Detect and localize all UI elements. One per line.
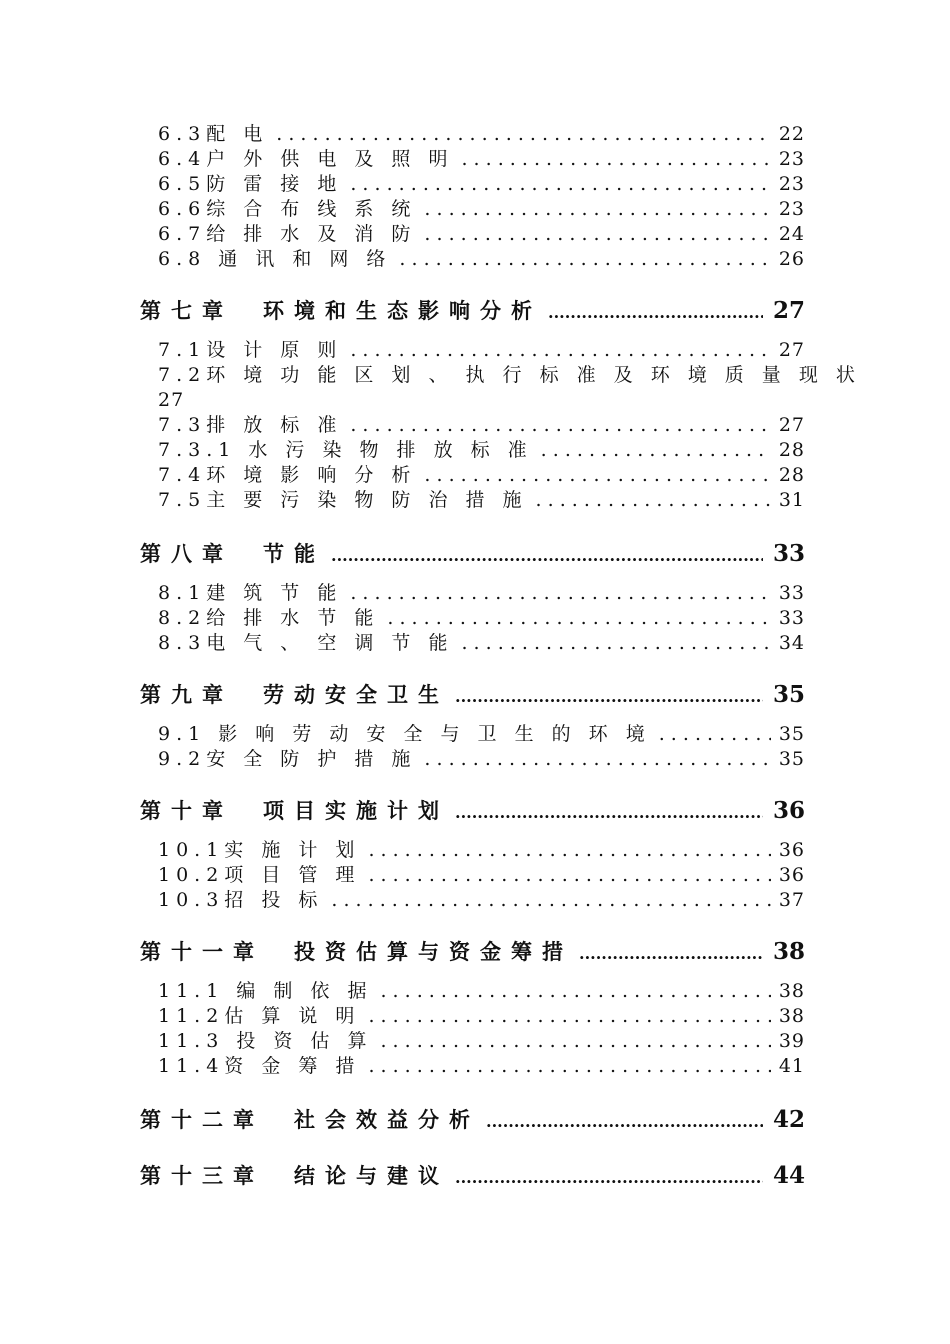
toc-section-entry[interactable] (140, 747, 805, 772)
section-page-number: 36 (778, 839, 805, 861)
section-page-number: 24 (778, 223, 805, 245)
chapter-page-number: 35 (772, 681, 805, 708)
chapter-page-number: 27 (772, 297, 805, 324)
toc-section-entry[interactable] (140, 888, 805, 913)
section-title: 8.1建 筑 节 能 (158, 582, 343, 604)
toc-section-entry[interactable] (140, 1054, 805, 1079)
chapter-title: 投资估算与资金筹措 (294, 939, 573, 964)
section-title: 9.2安 全 防 护 措 施 (158, 748, 417, 770)
toc-section-entry[interactable] (140, 247, 805, 272)
dot-leader (368, 1054, 770, 1079)
chapter-number: 第七章 (140, 298, 233, 323)
toc-chapter-entry[interactable] (140, 678, 805, 712)
toc-section-entry[interactable] (140, 197, 805, 222)
dot-leader (350, 413, 770, 438)
toc-section-entry[interactable] (140, 172, 805, 197)
section-title: 11.4资 金 筹 措 (158, 1055, 361, 1077)
section-title: 7.5主 要 污 染 物 防 治 措 施 (158, 489, 528, 511)
toc-section-entry[interactable] (140, 863, 805, 888)
section-title: 11.3 投 资 估 算 (158, 1030, 373, 1052)
toc-section-entry[interactable] (140, 722, 805, 747)
dot-leader (461, 631, 770, 656)
section-page-number: 26 (778, 248, 805, 270)
section-page-number: 38 (778, 980, 805, 1002)
chapter-page-number: 44 (772, 1162, 805, 1189)
section-page-number: 33 (778, 582, 805, 604)
dot-leader (461, 147, 770, 172)
chapter-title: 环境和生态影响分析 (263, 298, 542, 323)
section-page-number: 38 (778, 1005, 805, 1027)
dot-leader (536, 488, 771, 513)
dot-leader (541, 438, 771, 463)
dot-leader (424, 222, 770, 247)
chapter-page-number: 38 (772, 938, 805, 965)
toc-section-entry[interactable] (140, 463, 805, 488)
dot-leader (276, 122, 771, 147)
section-page-number: 23 (778, 148, 805, 170)
dot-leader (350, 581, 770, 606)
section-title: 6.4户 外 供 电 及 照 明 (158, 148, 454, 170)
chapter-page-number: 36 (772, 797, 805, 824)
table-of-contents (140, 122, 861, 1203)
section-page-number: 22 (778, 123, 805, 145)
section-title: 10.3招 投 标 (158, 889, 324, 911)
toc-section-entry[interactable] (140, 338, 805, 363)
toc-section-entry[interactable] (140, 438, 805, 463)
toc-chapter-entry[interactable] (140, 1159, 805, 1193)
chapter-page-number: 42 (772, 1106, 805, 1133)
section-page-number: 28 (778, 464, 805, 486)
toc-section-entry[interactable] (140, 979, 805, 1004)
dot-leader (387, 606, 770, 631)
section-title: 11.2估 算 说 明 (158, 1005, 361, 1027)
toc-chapter-entry[interactable] (140, 935, 805, 969)
section-title: 9.1 影 响 劳 动 安 全 与 卫 生 的 环 境 (158, 723, 651, 745)
toc-chapter-entry[interactable] (140, 537, 805, 571)
section-page-number: 35 (778, 748, 805, 770)
toc-section-entry[interactable] (140, 488, 805, 513)
dot-leader (579, 935, 763, 971)
section-title: 10.1实 施 计 划 (158, 839, 361, 861)
section-title: 7.1设 计 原 则 (158, 339, 343, 361)
toc-section-entry[interactable] (140, 222, 805, 247)
dot-leader (424, 197, 770, 222)
dot-leader (331, 537, 763, 573)
section-page-number: 36 (778, 864, 805, 886)
dot-leader (548, 294, 763, 330)
toc-chapter-entry[interactable] (140, 794, 805, 828)
dot-leader (455, 794, 763, 830)
chapter-number: 第十二章 (140, 1107, 264, 1132)
dot-leader (331, 888, 770, 913)
section-page-number: 39 (778, 1030, 805, 1052)
dot-leader (659, 722, 771, 747)
section-title: 8.3电 气 、 空 调 节 能 (158, 632, 454, 654)
section-title: 6.5防 雷 接 地 (158, 173, 343, 195)
chapter-page-number: 33 (772, 540, 805, 567)
section-page-number: 28 (778, 439, 805, 461)
toc-section-entry[interactable] (140, 363, 861, 413)
dot-leader (368, 1004, 770, 1029)
section-title: 11.1 编 制 依 据 (158, 980, 373, 1002)
toc-section-entry[interactable] (140, 122, 805, 147)
chapter-title: 项目实施计划 (263, 798, 449, 823)
section-title: 7.4环 境 影 响 分 析 (158, 464, 417, 486)
toc-section-entry[interactable] (140, 1029, 805, 1054)
dot-leader (368, 838, 770, 863)
section-title: 7.2环 境 功 能 区 划 、 执 行 标 准 及 环 境 质 量 现 状 (158, 364, 861, 386)
section-title: 8.2给 排 水 节 能 (158, 607, 380, 629)
chapter-number: 第十一章 (140, 939, 264, 964)
chapter-number: 第八章 (140, 541, 233, 566)
toc-section-entry[interactable] (140, 413, 805, 438)
section-title: 7.3排 放 标 准 (158, 414, 343, 436)
dot-leader (486, 1103, 763, 1139)
dot-leader (350, 338, 770, 363)
chapter-title: 社会效益分析 (294, 1107, 480, 1132)
section-page-number: 33 (778, 607, 805, 629)
section-page-number: 35 (778, 723, 805, 745)
dot-leader (455, 1159, 763, 1195)
toc-section-entry[interactable] (140, 631, 805, 656)
chapter-title: 劳动安全卫生 (263, 682, 449, 707)
section-page-number: 27 (778, 339, 805, 361)
section-title: 6.3配 电 (158, 123, 269, 145)
toc-section-entry[interactable] (140, 1004, 805, 1029)
chapter-title: 结论与建议 (294, 1163, 449, 1188)
section-page-number: 41 (778, 1055, 805, 1077)
section-title: 6.7给 排 水 及 消 防 (158, 223, 417, 245)
section-page-number: 27 (158, 389, 185, 411)
chapter-number: 第十三章 (140, 1163, 264, 1188)
section-title: 6.6综 合 布 线 系 统 (158, 198, 417, 220)
toc-section-entry[interactable] (140, 606, 805, 631)
section-title: 6.8 通 讯 和 网 络 (158, 248, 392, 270)
toc-section-entry[interactable] (140, 581, 805, 606)
dot-leader (380, 979, 770, 1004)
chapter-number: 第十章 (140, 798, 233, 823)
section-title: 7.3.1 水 污 染 物 排 放 标 准 (158, 439, 533, 461)
section-page-number: 37 (778, 889, 805, 911)
section-title: 10.2项 目 管 理 (158, 864, 361, 886)
dot-leader (424, 463, 770, 488)
dot-leader (380, 1029, 770, 1054)
dot-leader (399, 247, 770, 272)
toc-section-entry[interactable] (140, 147, 805, 172)
section-page-number: 34 (778, 632, 805, 654)
dot-leader (368, 863, 770, 888)
dot-leader (350, 172, 770, 197)
dot-leader (424, 747, 770, 772)
toc-chapter-entry[interactable] (140, 294, 805, 328)
section-page-number: 23 (778, 173, 805, 195)
section-page-number: 31 (778, 489, 805, 511)
chapter-title: 节能 (263, 541, 325, 566)
dot-leader (455, 678, 763, 714)
section-page-number: 23 (778, 198, 805, 220)
chapter-number: 第九章 (140, 682, 233, 707)
section-page-number: 27 (778, 414, 805, 436)
toc-chapter-entry[interactable] (140, 1103, 805, 1137)
toc-section-entry[interactable] (140, 838, 805, 863)
